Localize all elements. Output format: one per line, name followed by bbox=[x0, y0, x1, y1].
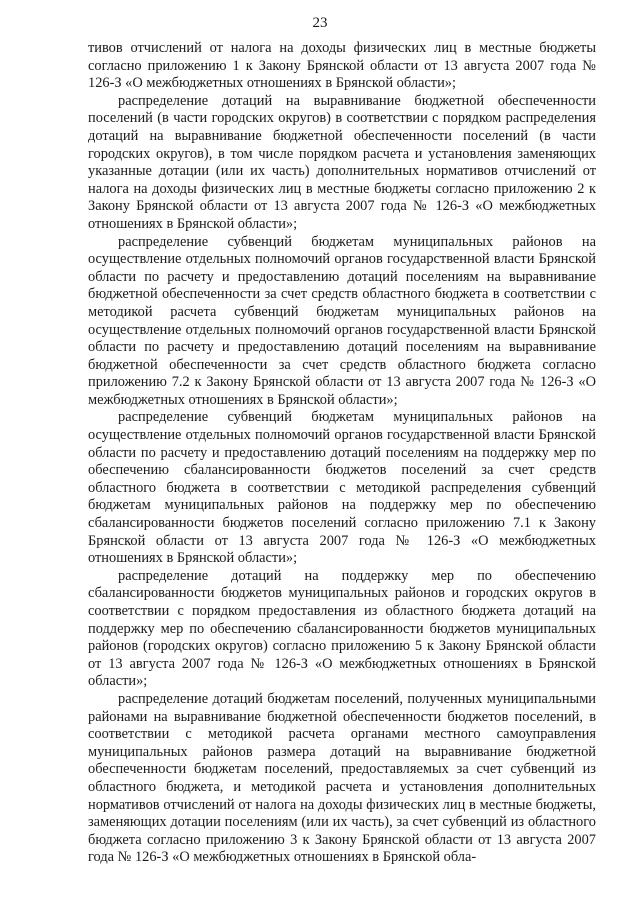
paragraph-settlement-subsidies: распределение дотаций бюджетам поселений, полученных муниципальными районами на выравнивание бюджетной обеспеченности бюджетов поселений, в соответствии с методикой расчета органами местного самоуправления муниципальных районов размера дотаций на выравнивание бюджетной обеспеченности бюджетам поселений, предоставляемых за счет субвенций из областного бюджета, и методикой расчета и установления дополнительных нормативов отчислений от налога на доходы физических лиц в местные бюджеты, заменяющих дотации поселениям (или их часть), за счет субвенций из областного бюджета согласно приложению 3 к Закону Брянской области от 13 августа 2007 года № 126-З «О межбюджетных отношениях в Брянской обла- bbox=[88, 690, 596, 866]
page-number: 23 bbox=[312, 15, 328, 31]
document-body bbox=[88, 40, 596, 867]
paragraph-subventions-balance: распределение субвенций бюджетам муниципальных районов на осуществление отдельных полномочий органов государственной власти Брянской области по расчету и предоставлению дотаций поселениям на поддержку мер по обеспечению сбалансированности бюджетов поселений за счет средств областного бюджета в соответствии с методикой распределения субвенций бюджетам муниципальных районов на поддержку мер по обеспечению сбалансированности бюджетов поселений согласно приложению 7.1 к Закону Брянской области от 13 августа 2007 года № 126-З «О межбюджетных отношениях в Брянской области»; bbox=[88, 409, 596, 567]
paragraph-balance-subsidies: распределение дотаций на поддержку мер по обеспечению сбалансированности бюджетов муниципальных районов и городских округов в соответствии с порядком предоставления из областного бюджета дотаций на поддержку мер по обеспечению сбалансированности бюджетов муниципальных районов (городских округов) согласно приложению 5 к Закону Брянской области от 13 августа 2007 года № 126-З «О межбюджетных отношениях в Брянской области»; bbox=[88, 567, 596, 690]
paragraph-subventions-equalization: распределение субвенций бюджетам муниципальных районов на осуществление отдельных полномочий органов государственной власти Брянской области по расчету и предоставлению дотаций поселениям на выравнивание бюджетной обеспеченности за счет средств областного бюджета в соответствии с методикой расчета субвенций бюджетам муниципальных районов на осуществление отдельных полномочий органов государственной власти Брянской области по расчету и предоставлению дотаций поселениям на выравнивание бюджетной обеспеченности за счет средств областного бюджета согласно приложению 7.2 к Закону Брянской области от 13 августа 2007 года № 126-З «О межбюджетных отношениях в Брянской области»; bbox=[88, 233, 596, 408]
paragraph-equalization-subsidies: распределение дотаций на выравнивание бюджетной обеспеченности поселений (в части городских округов) в соответствии с порядком распределения дотаций на выравнивание бюджетной обеспеченности поселений (в части городских округов), в том числе порядком расчета и установления заменяющих указанные дотации (или их часть) дополнительных нормативов отчислений от налога на доходы физических лиц в местные бюджеты согласно приложению 2 к Закону Брянской области от 13 августа 2007 года № 126-З «О межбюджетных отношениях в Брянской области»; bbox=[88, 92, 596, 232]
paragraph-continuation: тивов отчислений от налога на доходы физических лиц в местные бюджеты согласно приложению 1 к Закону Брянской области от 13 августа 2007 года № 126-З «О межбюджетных отношениях в Брянской области»; bbox=[88, 40, 596, 92]
